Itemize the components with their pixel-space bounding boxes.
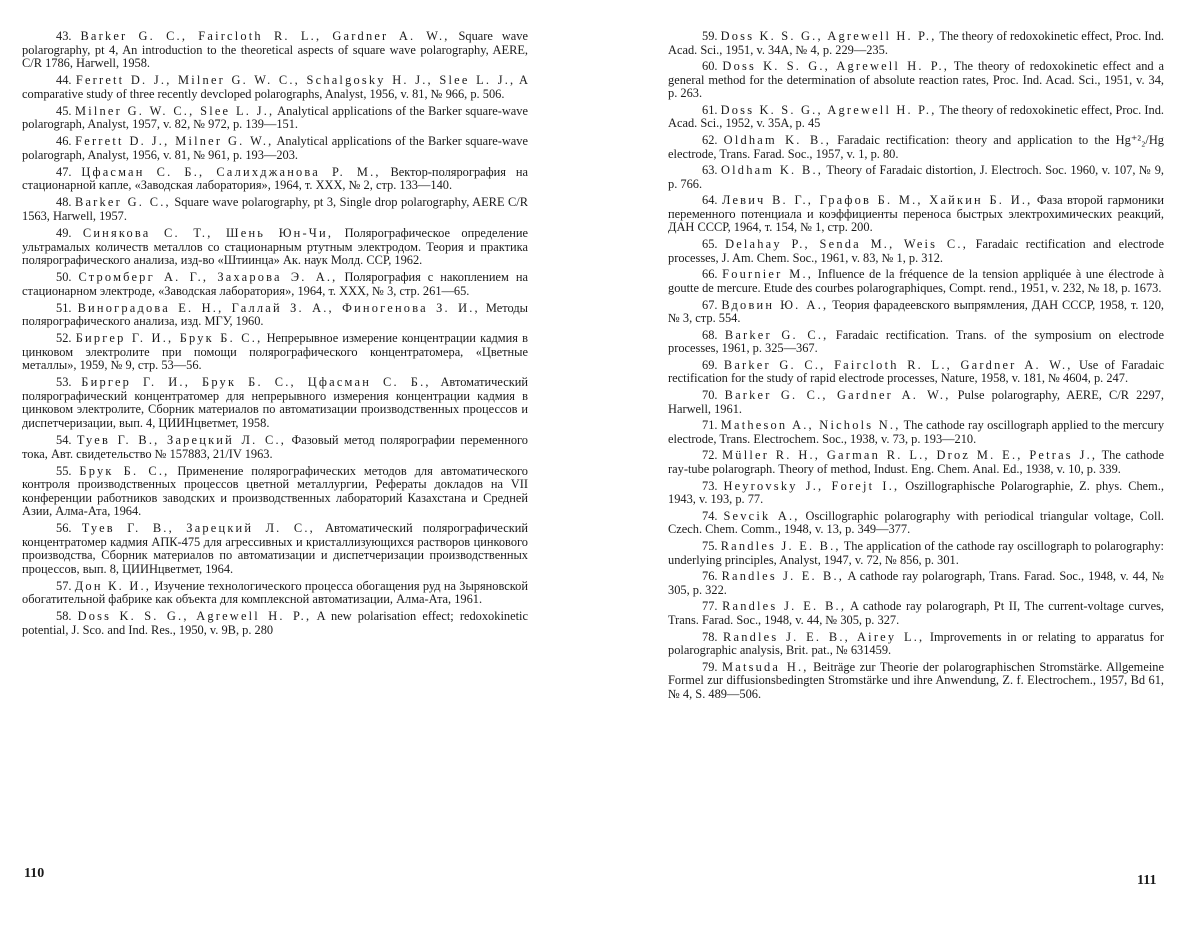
reference-item xyxy=(668,480,1164,507)
reference-number: 57. xyxy=(56,578,72,593)
reference-details: Oszillographische Polarographie, Z. phys. Chem., 1943, v. 193, p. 77. xyxy=(668,478,1164,507)
reference-authors: Milner G. W. C., Slee L. J., xyxy=(75,103,275,118)
reference-authors: Виноградова Е. Н., Галлай З. А., Финогенова З. И., xyxy=(77,300,480,315)
right-page xyxy=(668,30,1164,704)
reference-details: Faradaic rectification: theory and application to the Hg⁺²₂/Hg electrode, Trans. Farad. Soc., 1957, v. 1, p. 80. xyxy=(668,133,1164,161)
reference-number: 54. xyxy=(56,433,72,448)
reference-item xyxy=(668,329,1164,356)
reference-details: Изучение технологического процесса обогащения руд на Зыряновской обогатительной фабрике как объекта для комплексной автоматизации, Алма-Ата, 1961. xyxy=(22,578,528,607)
reference-number: 76. xyxy=(702,569,718,584)
reference-details: Автоматический полярографический концентратомер для непрерывного измерения концентрации кадмия в цинковом электролите, Сборник материалов по автоматизации производственных процессов и диспетчеризации, вып. 4, ЦИИНцветмет, 1958. xyxy=(22,375,528,430)
reference-authors: Oldham K. B., xyxy=(723,133,832,148)
reference-details: Pulse polarography, AERE, C/R 2297, Harwell, 1961. xyxy=(668,388,1164,416)
reference-details: Вектор-полярография на стационарной капле, «Заводская лаборатория», 1964, т. XXX, № 2, стр. 133—140. xyxy=(22,164,528,193)
reference-details: The cathode ray oscillograph applied to the mercury electrode, Trans. Electrochem. Soc., 1938, v. 73, p. 193—210. xyxy=(668,418,1165,446)
reference-details: Faradaic rectification. Trans. of the symposium on electrode processes, 1961, p. 325—367. xyxy=(668,327,1164,356)
reference-details: Теория фарадеевского выпрямления, ДАН СССР, 1958, т. 120, № 3, стр. 554. xyxy=(668,297,1165,325)
reference-item xyxy=(22,227,528,268)
reference-details: Use of Faradaic rectification for the study of rapid electrode processes, Nature, 1958, v. 181, № 4604, p. 247. xyxy=(668,357,1164,386)
reference-item xyxy=(668,419,1164,446)
reference-details: Theory of Faradaic distortion, J. Electroch. Soc. 1960, v. 107, № 9, p. 766. xyxy=(668,163,1164,191)
reference-item xyxy=(668,238,1164,265)
reference-details: Методы полярографического анализа, изд. МГУ, 1960. xyxy=(22,300,528,329)
reference-item xyxy=(668,194,1164,235)
reference-details: Полярографическое определение ультрамалых количеств металлов со стационарным ртутным электродом. Теория и практика полярографического анализа, изд-во «Штиинца» Ак. наук Молд. ССР, 1962. xyxy=(22,226,528,268)
reference-details: A cathode ray polarograph, Pt II, The current-voltage curves, Trans. Farad. Soc., 1948, v. 44, № 305, p. 327. xyxy=(668,599,1164,627)
reference-details: The application of the cathode ray oscillograph to polarography: underlying principles, Analyst, 1947, v. 72, № 856, p. 301. xyxy=(668,539,1164,567)
reference-authors: Ferrett D. J., Milner G. W. C., Schalgosky H. J., Slee L. J., xyxy=(75,73,516,88)
reference-details: Square wave polarography, pt 3, Single drop polarography, AERE C/R 1563, Harwell, 1957. xyxy=(22,195,528,223)
reference-item xyxy=(668,104,1164,131)
reference-item xyxy=(668,570,1164,597)
reference-number: 56. xyxy=(56,521,72,536)
reference-item xyxy=(668,30,1164,57)
reference-item xyxy=(22,332,528,373)
reference-details: The theory of redoxokinetic effect and a general method for the determination of absolute reaction rates, Proc. Ind. Acad. Sci., 1951, v. 34, p. 263. xyxy=(668,59,1165,101)
reference-item xyxy=(668,600,1164,627)
reference-item xyxy=(22,434,528,461)
reference-authors: Sevcik A., xyxy=(723,508,800,523)
reference-details: The theory of redoxokinetic effect, Proc. Ind. Acad. Sci., 1951, v. 34A, № 4, p. 229—235. xyxy=(668,29,1164,57)
reference-item xyxy=(22,271,528,298)
reference-authors: Fournier M., xyxy=(722,267,814,282)
reference-item xyxy=(22,105,528,132)
reference-item xyxy=(668,359,1164,386)
reference-item xyxy=(668,268,1164,295)
reference-authors: Oldham K. B., xyxy=(721,163,824,178)
reference-authors: Barker G. C., xyxy=(724,327,829,342)
reference-number: 63. xyxy=(702,163,718,178)
reference-authors: Delahay P., Senda M., Weis C., xyxy=(725,237,968,252)
reference-number: 72. xyxy=(702,448,718,463)
reference-authors: Левич В. Г., Графов Б. М., Хайкин Б. И., xyxy=(721,193,1033,208)
reference-authors: Биргер Г. И., Брук Б. С., xyxy=(75,331,263,346)
reference-details: Oscillographic polarography with periodical triangular voltage, Coll. Czech. Chem. Comm., 1948, v. 13, p. 349—377. xyxy=(668,508,1164,537)
reference-authors: Doss K. S. G., Agrewell H. P., xyxy=(720,102,937,117)
reference-number: 46. xyxy=(56,134,72,149)
reference-number: 69. xyxy=(702,357,718,372)
reference-item xyxy=(22,580,528,607)
reference-authors: Doss K. S. G., Agrewell H. P., xyxy=(77,609,312,624)
reference-number: 67. xyxy=(702,297,718,312)
reference-number: 73. xyxy=(702,478,718,493)
reference-number: 77. xyxy=(702,599,718,614)
reference-list xyxy=(668,30,1164,701)
reference-item xyxy=(668,540,1164,567)
reference-item xyxy=(668,134,1164,161)
reference-authors: Туев Г. В., Зарецкий Л. С., xyxy=(81,521,315,536)
reference-item xyxy=(22,376,528,430)
reference-number: 48. xyxy=(56,195,72,210)
reference-details: Analytical applications of the Barker square-wave polarograph, Analyst, 1956, v. 81, № 961, p. 193—203. xyxy=(22,134,529,162)
page-number-right: 111 xyxy=(1137,873,1157,888)
reference-item xyxy=(22,30,528,71)
reference-authors: Randles J. E. B., xyxy=(721,569,845,584)
reference-authors: Doss K. S. G., Agrewell H. P., xyxy=(722,59,950,74)
reference-number: 62. xyxy=(702,133,718,148)
reference-authors: Randles J. E. B., xyxy=(720,539,841,553)
reference-number: 75. xyxy=(702,539,718,553)
reference-details: Полярография с накоплением на стационарном электроде, «Заводская лаборатория», 1964, т. XXX, № 3, стр. 261—65. xyxy=(22,270,528,298)
reference-details: Square wave polarography, pt 4, An introduction to the theoretical aspects of square wave polarography, AERE, C/R 1786, Harwell, 1958. xyxy=(22,29,528,70)
reference-number: 70. xyxy=(702,388,718,403)
reference-number: 50. xyxy=(56,270,72,285)
reference-details: Analytical applications of the Barker square-wave polarograph, Analyst, 1957, v. 82, № 972, p. 139—151. xyxy=(22,103,528,132)
reference-number: 43. xyxy=(56,29,72,43)
reference-number: 51. xyxy=(56,300,72,315)
reference-details: Фаза второй гармоники переменного потенциала и коэффициенты переноса быстрых электрохимических реакций, ДАН СССР, 1964, т. 154, № 1, стр. 200. xyxy=(668,193,1164,235)
reference-authors: Randles J. E. B., Airey L., xyxy=(723,629,925,644)
reference-authors: Брук Б. С., xyxy=(79,463,170,478)
reference-item xyxy=(668,60,1164,101)
reference-details: Применение полярографических методов для автоматического контроля производственных процессов цветной металлургии, Рефераты докладов на VII конференции работников заводских и производственных лабораторий Казахстана и Средней Азии, Алма-Ата, 1964. xyxy=(22,463,528,519)
reference-item xyxy=(668,449,1164,476)
reference-number: 58. xyxy=(56,609,72,624)
reference-item xyxy=(668,389,1164,416)
reference-details: A cathode ray polarograph, Trans. Farad. Soc., 1948, v. 44, № 305, p. 322. xyxy=(668,569,1164,597)
reference-details: A comparative study of three recently devcloped polarographs, Analyst, 1956, v. 81, № 966, p. 506. xyxy=(22,73,528,101)
reference-item xyxy=(22,135,528,162)
reference-number: 66. xyxy=(702,267,718,282)
reference-item xyxy=(22,465,528,519)
reference-authors: Matheson A., Nichols N., xyxy=(720,418,901,433)
reference-details: Фазовый метод полярографии переменного тока, Авт. свидетельство № 157883, 21/IV 1963. xyxy=(22,433,528,461)
reference-item xyxy=(22,302,528,329)
reference-authors: Doss K. S. G., Agrewell H. P., xyxy=(720,29,937,43)
reference-number: 44. xyxy=(56,73,72,88)
reference-authors: Синякова С. Т., Шень Юн-Чи, xyxy=(82,226,334,241)
left-page xyxy=(22,30,528,641)
reference-number: 65. xyxy=(702,237,718,252)
reference-number: 78. xyxy=(702,629,718,644)
reference-authors: Heyrovsky J., Forejt I., xyxy=(723,478,900,493)
reference-number: 52. xyxy=(56,331,72,346)
reference-item xyxy=(668,299,1164,326)
reference-details: The theory of redoxokinetic effect, Proc. Ind. Acad. Sci., 1952, v. 35A, p. 45 xyxy=(668,102,1164,131)
reference-item xyxy=(668,164,1164,191)
reference-number: 68. xyxy=(702,327,718,342)
reference-details: Influence de la fréquence de la tension appliquée à une électrode à goutte de mercure. Etude des courbes polarographiques, Compt. rend., 1951, v. 232, № 18, p. 1673. xyxy=(668,267,1164,295)
reference-details: Автоматический полярографический концентратомер кадмия АПК-475 для агрессивных и кристаллизующихся растворов цинкового производства, Сборник материалов по автоматизации и диспетчеризации производственных процессов, вып. 8, ЦИИНцветмет, 1964. xyxy=(22,521,528,576)
reference-number: 79. xyxy=(702,659,718,674)
reference-authors: Randles J. E. B., xyxy=(722,599,847,614)
reference-number: 55. xyxy=(56,463,72,478)
reference-item xyxy=(22,166,528,193)
reference-number: 60. xyxy=(702,59,718,74)
reference-number: 53. xyxy=(56,375,72,390)
reference-authors: Биргер Г. И., Брук Б. С., Цфасман С. Б., xyxy=(81,375,431,390)
page-number-left: 110 xyxy=(24,866,45,881)
reference-item xyxy=(668,631,1164,658)
reference-details: Faradaic rectification and electrode processes, J. Am. Chem. Soc., 1961, v. 83, № 1, p. 312. xyxy=(668,237,1165,265)
reference-number: 64. xyxy=(702,193,718,208)
reference-number: 61. xyxy=(702,102,718,117)
reference-item xyxy=(22,74,528,101)
reference-authors: Matsuda H., xyxy=(722,659,809,674)
reference-number: 45. xyxy=(56,103,72,118)
reference-number: 49. xyxy=(56,226,72,241)
reference-authors: Туев Г. В., Зарецкий Л. С., xyxy=(76,433,287,448)
reference-authors: Стромберг А. Г., Захарова Э. А., xyxy=(78,270,338,285)
reference-authors: Barker G. C., Faircloth R. L., Gardner A. W., xyxy=(723,357,1073,372)
reference-item xyxy=(668,510,1164,537)
reference-authors: Müller R. H., Garman R. L., Droz M. E., Petras J., xyxy=(722,448,1098,463)
reference-details: A new polarisation effect; redoxokinetic potential, J. Sco. and Ind. Res., 1950, v. 9B, p. 280 xyxy=(22,609,528,637)
reference-details: The cathode ray-tube polarograph. Theory of method, Indust. Eng. Chem. Anal. Ed., 1938, v. 10, p. 339. xyxy=(668,448,1164,476)
reference-item xyxy=(668,661,1164,702)
reference-details: Beiträge zur Theorie der polarographischen Stromstärke. Allgemeine Formel zur diffusionsbedingten Stromstärke und ihre Anwendung, Z. f. Electrochem., 1957, Bd 61, № 4, S. 489—506. xyxy=(668,659,1164,701)
reference-authors: Barker G. C., Gardner A. W., xyxy=(724,388,951,403)
reference-number: 47. xyxy=(56,164,72,179)
reference-details: Непрерывное измерение концентрации кадмия в цинковом электролите при помощи полярографического концентратомера, «Цветные металлы», 1959, № 9, стр. 53—56. xyxy=(22,331,528,373)
reference-authors: Цфасман С. Б., Салихджанова Р. М., xyxy=(81,164,381,179)
reference-number: 74. xyxy=(702,508,718,523)
reference-authors: Вдовин Ю. А., xyxy=(721,297,829,312)
reference-authors: Ferrett D. J., Milner G. W., xyxy=(75,134,274,149)
reference-authors: Barker G. C., xyxy=(75,195,171,210)
reference-item xyxy=(22,522,528,576)
reference-number: 59. xyxy=(702,29,718,43)
reference-authors: Дон К. И., xyxy=(74,578,152,593)
reference-item xyxy=(22,610,528,637)
reference-authors: Barker G. C., Faircloth R. L., Gardner A. W., xyxy=(80,29,450,43)
reference-details: Improvements in or relating to apparatus for polarographic analysis, Brit. pat., № 631459. xyxy=(668,629,1164,658)
reference-list xyxy=(22,30,528,637)
reference-number: 71. xyxy=(702,418,718,433)
reference-item xyxy=(22,196,528,223)
